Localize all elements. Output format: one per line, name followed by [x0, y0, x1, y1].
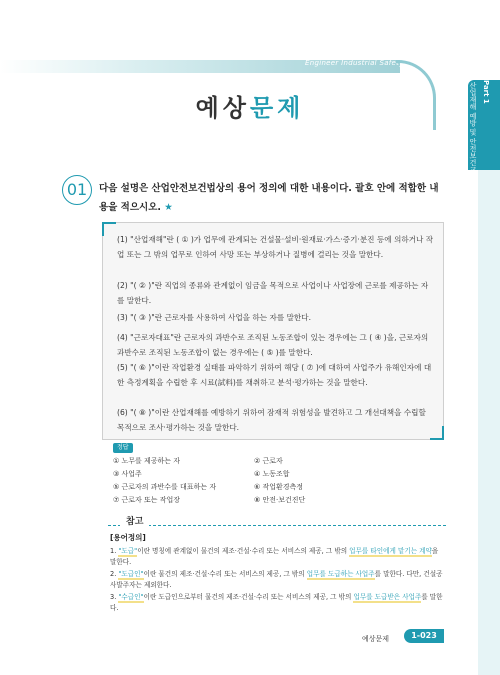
question-item: (6) "( ⑧ )"이란 산업재해를 예방하기 위하여 잠재적 위험성을 발견하고 그 개선대책을 수립할 목적으로 조사·평가하는 것을 말한다. — [117, 408, 426, 432]
side-part-label: Part 1 — [482, 80, 490, 104]
answer-item: ② 근로자 — [254, 457, 283, 465]
note-text: 이란 명칭에 관계없이 물건의 제조·건설·수리 또는 서비스의 제공, 그 밖의 — [137, 547, 350, 555]
page-title — [0, 88, 500, 123]
answer-badge: 정답 — [113, 443, 133, 453]
footer-label: 예상문제 — [362, 635, 390, 643]
note-text: 이란 물건의 제조·건설·수리 또는 서비스의 제공, 그 밖의 — [143, 570, 307, 578]
note-term: "도급인" — [118, 570, 144, 578]
note-highlight: 업무를 타인에게 맡기는 계약 — [349, 547, 432, 555]
note-item — [110, 592, 446, 614]
note-highlight: 업무를 도급받은 사업주 — [353, 593, 422, 601]
page-title-part2: 문제 — [250, 94, 305, 122]
note-text: 를 말한다. 다만, 건설공사발주자는 제외한다. — [110, 570, 443, 589]
answer-item: ⑤ 근로자의 과반수를 대표하는 자 — [113, 483, 217, 491]
note-divider — [108, 525, 446, 526]
side-chapter-title: 산업재해 예방 및 안전보건교육 — [469, 82, 477, 180]
question-item: (1) "산업재해"란 ( ① )가 업무에 관계되는 건설물·설비·원재료·가스·증기·분진 등에 의하거나 작업 또는 그 밖의 업무로 인하여 사망 또는 부상하거나 질병에 걸리는 것을 말한다. — [117, 235, 434, 259]
question-item: (4) "근로자대표"란 근로자의 과반수로 조직된 노동조합이 있는 경우에는 그 ( ④ )을, 근로자의 과반수로 조직된 노동조합이 없는 경우에는 ( ⑤ )를 말한다. — [117, 333, 429, 357]
note-text: 을 말한다. — [110, 547, 439, 566]
note-title: [용어정의] — [110, 533, 146, 542]
answer-item: ④ 노동조합 — [254, 470, 290, 478]
note-term: "수급인" — [118, 593, 144, 601]
side-strip — [478, 170, 500, 675]
banner-text: Engineer Industrial Safety — [305, 59, 404, 67]
answer-item: ③ 사업주 — [113, 470, 142, 478]
note-text: 이란 도급인으로부터 물건의 제조·건설·수리 또는 서비스의 제공, 그 밖의 — [143, 593, 354, 601]
answer-item: ⑦ 근로자 또는 작업장 — [113, 496, 181, 504]
note-text: 를 말한다. — [110, 593, 443, 612]
question-item: (3) "( ③ )"란 근로자를 사용하여 사업을 하는 자를 말한다. — [117, 313, 311, 322]
question-number: 01 — [62, 175, 92, 205]
answer-item: ① 노무를 제공하는 자 — [113, 457, 181, 465]
page-title-part1: 예상 — [195, 94, 250, 122]
star-icon: ★ — [164, 202, 173, 213]
note-item-prefix: 1. — [110, 547, 119, 555]
note-term: "도급" — [118, 547, 138, 555]
question-text-body: 다음 설명은 산업안전보건법상의 용어 정의에 대한 내용이다. 괄호 안에 적합한 내용을 적으시오. — [99, 183, 439, 213]
answer-item: ⑧ 안전·보건진단 — [254, 496, 306, 504]
note-item — [110, 569, 446, 591]
question-text — [99, 179, 444, 217]
note-highlight: 업무를 도급하는 사업주 — [306, 570, 375, 578]
question-item: (5) "( ⑥ )"이란 작업환경 실태를 파악하기 위하여 해당 ( ⑦ )에 대하여 사업주가 유해인자에 대한 측정계획을 수립한 후 시료(試料)를 채취하고 분석·평가하는 것을 말한다. — [117, 363, 432, 387]
note-item-prefix: 3. — [110, 593, 119, 601]
question-box — [102, 222, 444, 440]
note-label: 참고 — [120, 514, 149, 527]
question-item: (2) "( ② )"란 직업의 종류와 관계없이 임금을 목적으로 사업이나 사업장에 근로를 제공하는 자를 말한다. — [117, 281, 429, 305]
page-number: 1-023 — [404, 629, 444, 643]
answer-item: ⑥ 작업환경측정 — [254, 483, 304, 491]
note-item — [110, 546, 446, 568]
note-item-prefix: 2. — [110, 570, 119, 578]
